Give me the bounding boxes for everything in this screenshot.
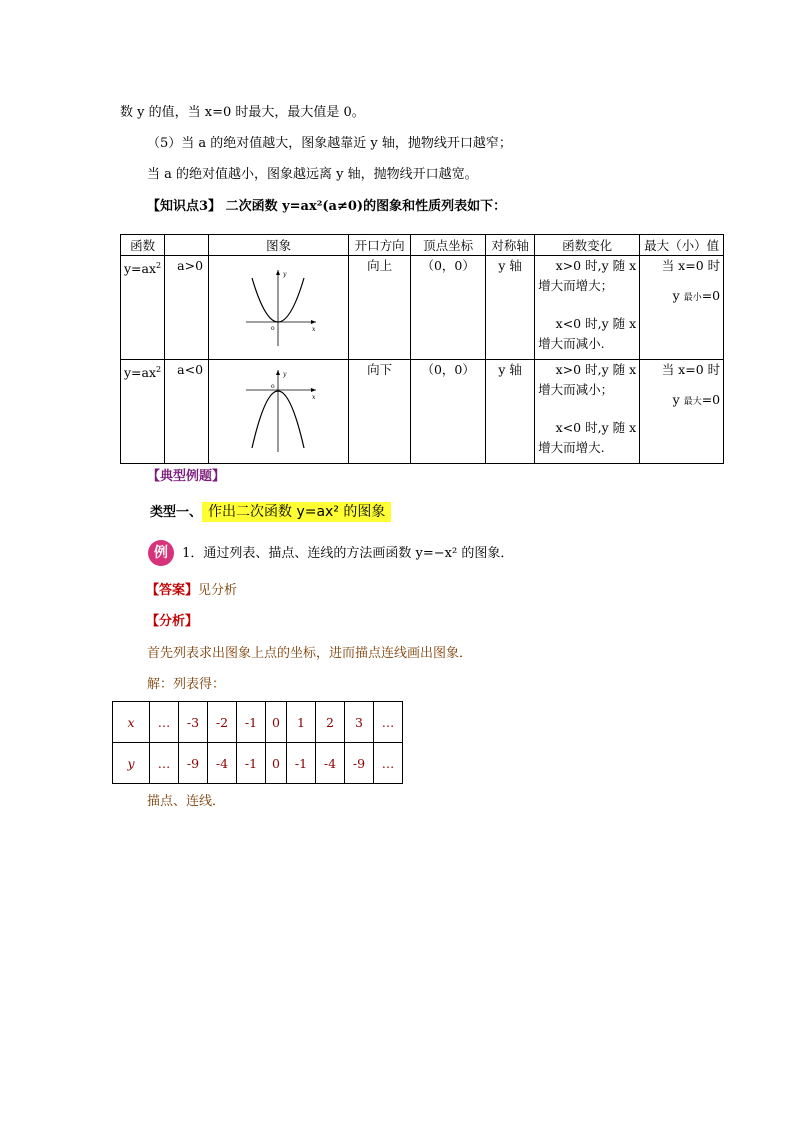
example-1-text: 1．通过列表、描点、连线的方法画函数 y=−x² 的图象．	[182, 546, 514, 561]
x-axis-label: x	[312, 394, 316, 401]
type-1-highlight: 作出二次函数 y=ax² 的图象	[202, 502, 391, 522]
x-cell: -3	[179, 702, 208, 743]
para-line-2: （5）当 a 的绝对值越大，图象越靠近 y 轴，抛物线开口越窄；	[147, 136, 512, 151]
open-cell: 向上	[349, 256, 411, 360]
graph-cell	[209, 256, 349, 360]
table-row	[121, 360, 724, 464]
final-step: 描点、连线．	[147, 794, 226, 809]
x-axis-label: x	[312, 326, 316, 333]
header-cell: 函数变化	[535, 235, 640, 256]
y-axis-label: y	[283, 271, 287, 278]
y-cell: 0	[266, 743, 287, 784]
parabola-up-graph	[212, 256, 345, 356]
y-cell: -1	[287, 743, 316, 784]
y-cell: …	[150, 743, 179, 784]
table-row	[121, 256, 724, 360]
properties-table	[120, 234, 724, 464]
y-cell: -1	[237, 743, 266, 784]
y-cell: -4	[316, 743, 345, 784]
header-cell: 图象	[209, 235, 349, 256]
y-axis-label: y	[283, 371, 287, 378]
x-cell: 0	[266, 702, 287, 743]
analysis-text: 首先列表求出图象上点的坐标，进而描点连线画出图象．	[147, 646, 473, 661]
solution-intro: 解：列表得：	[147, 677, 226, 692]
x-label-cell: x	[113, 702, 150, 743]
example-1	[148, 540, 513, 567]
header-cell: 开口方向	[349, 235, 411, 256]
x-cell: …	[374, 702, 403, 743]
change-cell: x>0 时,y 随 x 增大而减小； x<0 时,y 随 x 增大而增大.	[535, 360, 640, 464]
x-cell: 2	[316, 702, 345, 743]
extreme-cell: 当 x=0 时 y 最小=0	[640, 256, 724, 360]
x-cell: 1	[287, 702, 316, 743]
answer: 【答案】见分析	[146, 583, 238, 598]
x-cell: -1	[237, 702, 266, 743]
header-cell: 对称轴	[486, 235, 535, 256]
vertex-cell: （0，0）	[411, 256, 486, 360]
func-cell: $y=ax^2$	[121, 360, 165, 464]
cond-cell: a<0	[165, 360, 209, 464]
y-cell: -9	[345, 743, 374, 784]
examples-heading: 【典型例题】	[147, 469, 226, 484]
header-cell: 顶点坐标	[411, 235, 486, 256]
origin-label: o	[271, 325, 275, 332]
y-cell: -4	[208, 743, 237, 784]
x-cell: …	[150, 702, 179, 743]
knowledge-heading: 【知识点3】 二次函数 y=ax²(a≠0)的图象和性质列表如下：	[147, 199, 507, 214]
axis-cell: y 轴	[486, 360, 535, 464]
type-1-heading: 类型一、 作出二次函数 y=ax² 的图象	[150, 500, 391, 525]
func-cell: $y=ax^2$	[121, 256, 165, 360]
vertex-cell: （0，0）	[411, 360, 486, 464]
analysis-label: 【分析】	[146, 614, 199, 629]
example-badge: 例	[148, 540, 174, 566]
extreme-cell: 当 x=0 时 y 最大=0	[640, 360, 724, 464]
cond-cell: a>0	[165, 256, 209, 360]
parabola-down-graph	[212, 360, 345, 460]
change-cell: x>0 时,y 随 x 增大而增大； x<0 时,y 随 x 增大而减小.	[535, 256, 640, 360]
header-cell	[165, 235, 209, 256]
y-label-cell: y	[113, 743, 150, 784]
x-cell: 3	[345, 702, 374, 743]
values-table	[112, 701, 403, 784]
y-cell: …	[374, 743, 403, 784]
axis-cell: y 轴	[486, 256, 535, 360]
origin-label: o	[271, 383, 275, 390]
y-cell: -9	[179, 743, 208, 784]
header-cell: 最大（小）值	[640, 235, 724, 256]
graph-cell	[209, 360, 349, 464]
open-cell: 向下	[349, 360, 411, 464]
para-line-1: 数 y 的值，当 x=0 时最大，最大值是 0。	[120, 105, 365, 120]
para-line-3: 当 a 的绝对值越小，图象越远离 y 轴，抛物线开口越宽。	[147, 167, 478, 182]
header-cell: 函数	[121, 235, 165, 256]
x-cell: -2	[208, 702, 237, 743]
table-header-row	[121, 235, 724, 256]
table-row	[113, 702, 403, 743]
table-row	[113, 743, 403, 784]
